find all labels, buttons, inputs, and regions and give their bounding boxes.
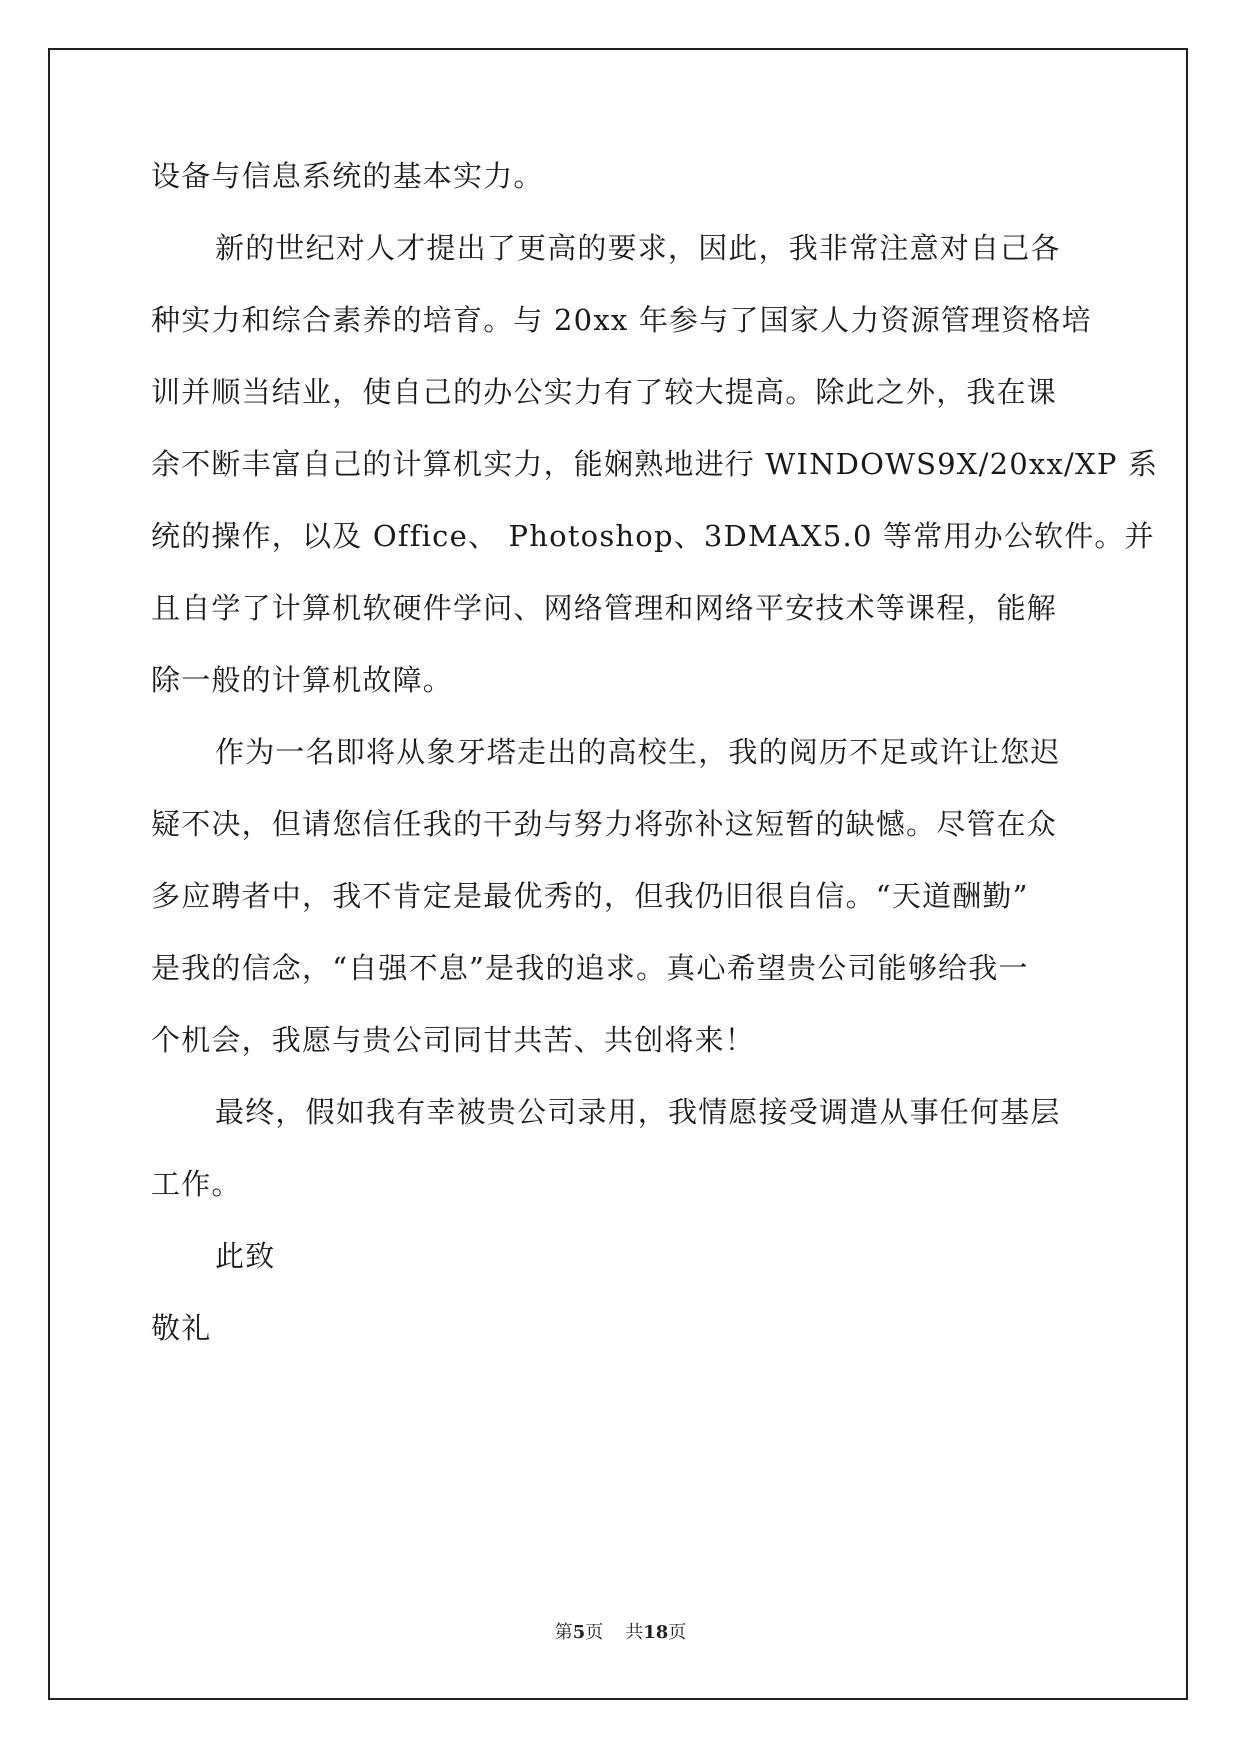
text-line: 是我的信念，“自强不息”是我的追求。真心希望贵公司能够给我一 bbox=[151, 951, 1029, 985]
text-line: 作为一名即将从象牙塔走出的高校生，我的阅历不足或许让您迟 bbox=[215, 735, 1061, 769]
text-line: 种实力和综合素养的培育。与 20xx 年参与了国家人力资源管理资格培 bbox=[151, 303, 1092, 337]
total-prefix: 共 bbox=[625, 1622, 644, 1643]
page-prefix: 第 bbox=[554, 1622, 573, 1643]
closing-regards: 敬礼 bbox=[151, 1311, 212, 1345]
closing-salutation: 此致 bbox=[215, 1239, 276, 1273]
total-pages: 18 bbox=[643, 1622, 669, 1643]
text-line: 疑不决，但请您信任我的干劲与努力将弥补这短暂的缺憾。尽管在众 bbox=[151, 807, 1058, 841]
text-line: 统的操作，以及 Office、 Photoshop、3DMAX5.0 等常用办公软件。并 bbox=[151, 519, 1155, 553]
text-line: 且自学了计算机软硬件学问、网络管理和网络平安技术等课程，能解 bbox=[151, 591, 1058, 625]
text-line: 多应聘者中，我不肯定是最优秀的，但我仍旧很自信。“天道酬勤” bbox=[151, 879, 1029, 913]
text-line: 除一般的计算机故障。 bbox=[151, 663, 454, 697]
total-suffix: 页 bbox=[668, 1622, 687, 1643]
page-footer bbox=[0, 1618, 1241, 1644]
text-line: 设备与信息系统的基本实力。 bbox=[151, 159, 544, 193]
page-suffix: 页 bbox=[585, 1622, 604, 1643]
text-line: 余不断丰富自己的计算机实力，能娴熟地进行 WINDOWS9X/20xx/XP 系 bbox=[151, 447, 1159, 481]
text-line: 训并顺当结业，使自己的办公实力有了较大提高。除此之外，我在课 bbox=[151, 375, 1058, 409]
text-line: 最终，假如我有幸被贵公司录用，我情愿接受调遣从事任何基层 bbox=[215, 1095, 1061, 1129]
text-line: 工作。 bbox=[151, 1167, 242, 1201]
page-number: 5 bbox=[572, 1622, 586, 1643]
text-line: 新的世纪对人才提出了更高的要求，因此，我非常注意对自己各 bbox=[215, 231, 1061, 265]
text-line: 个机会，我愿与贵公司同甘共苦、共创将来！ bbox=[151, 1023, 756, 1057]
